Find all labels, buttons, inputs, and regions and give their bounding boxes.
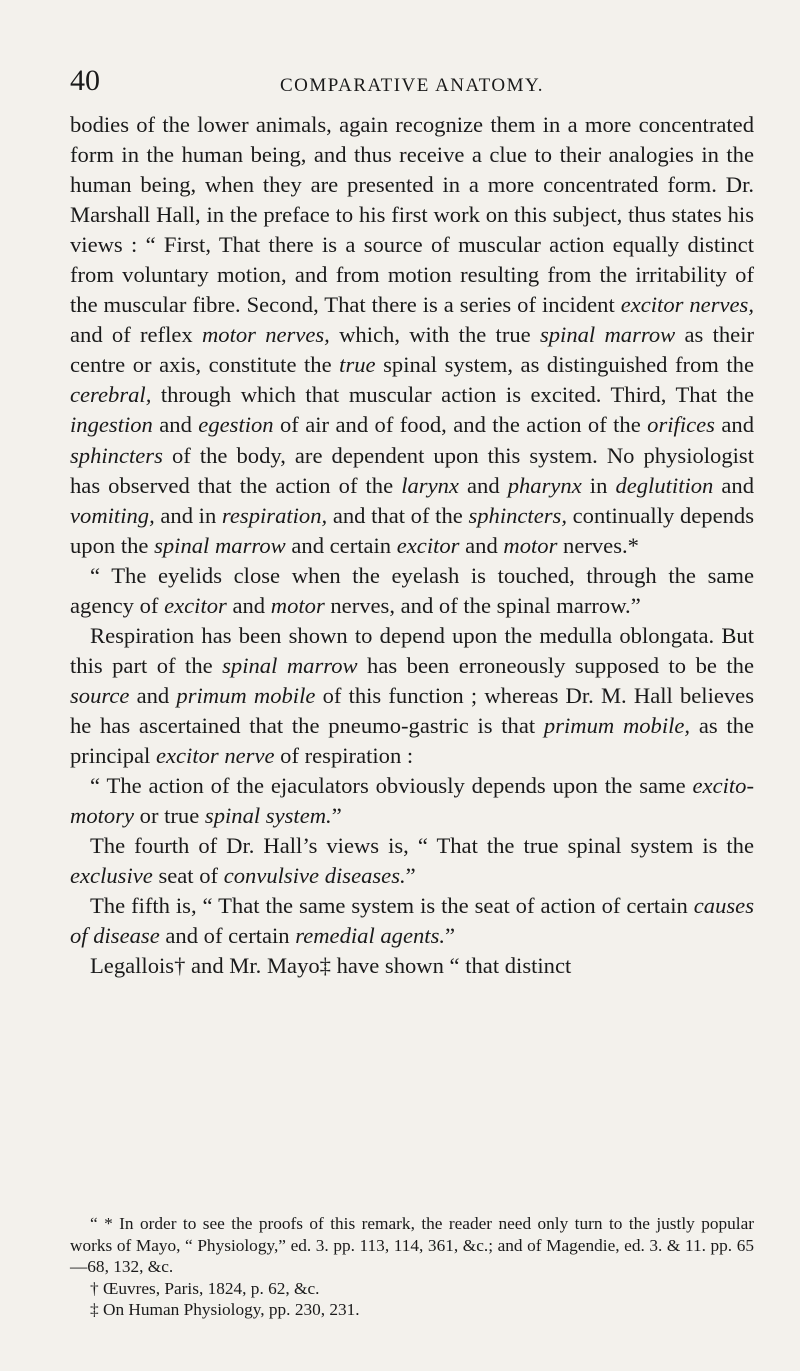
text-run: and of reflex — [70, 322, 202, 348]
italic-text: vomiting, — [70, 502, 155, 528]
italic-text: excitor nerves, — [620, 292, 754, 318]
text-run: of this function ; whereas Dr. M. Hall believes he has ascertained that the pneumo-gastric is that — [70, 682, 754, 738]
text-run: and — [713, 472, 755, 498]
paragraph — [70, 951, 754, 981]
italic-text: respiration, — [221, 502, 328, 528]
page-header — [70, 66, 750, 106]
text-run: of air and of food, and the action of the — [273, 412, 648, 438]
text-run: in — [581, 472, 616, 498]
italic-text: sphincters, — [468, 502, 567, 528]
italic-text: deglutition — [615, 472, 714, 498]
text-run: The fourth of Dr. Hall’s views is, “ That the true spinal system is the — [90, 833, 754, 859]
italic-text: excitor — [396, 532, 460, 558]
text-run: ” — [445, 923, 456, 949]
text-run: of the body, are dependent upon this system. No physiologist has observed that the action of the — [70, 442, 754, 498]
text-run: ” — [405, 863, 416, 889]
italic-text: larynx — [401, 472, 459, 498]
text-run: continually depends upon the — [70, 502, 754, 558]
paragraph — [70, 891, 754, 951]
italic-text: remedial agents. — [295, 923, 446, 949]
text-run: and — [129, 682, 177, 708]
italic-text: excito-motory — [70, 773, 754, 829]
italic-text: primum mobile, — [543, 712, 691, 738]
text-run: Legallois† and Mr. Mayo‡ have shown “ that distinct — [90, 953, 572, 979]
italic-text: sphincters — [70, 442, 163, 468]
text-run: The fifth is, “ That the same system is the seat of action of certain — [90, 893, 694, 919]
text-run: and — [459, 532, 504, 558]
italic-text: motor nerves, — [201, 322, 330, 348]
italic-text: excitor nerve — [155, 742, 275, 768]
text-run: or true — [134, 803, 205, 829]
text-run: as the principal — [70, 712, 754, 768]
text-run: and that of the — [327, 502, 469, 528]
text-run: nerves.* — [557, 532, 639, 558]
text-run: ” — [331, 803, 342, 829]
italic-text: spinal marrow — [154, 532, 286, 558]
running-head: COMPARATIVE ANATOMY. — [280, 75, 545, 96]
paragraph — [70, 771, 754, 831]
text-run: and in — [154, 502, 222, 528]
footnote: ‡ On Human Physiology, pp. 230, 231. — [90, 1300, 360, 1319]
italic-text: excitor — [164, 592, 227, 618]
italic-text: ingestion — [70, 412, 153, 438]
text-run: seat of — [152, 863, 224, 889]
italic-text: pharynx — [507, 472, 582, 498]
italic-text: motor — [270, 592, 325, 618]
text-run: as their centre or axis, constitute the — [70, 322, 754, 378]
text-run: and — [226, 592, 271, 618]
text-run: of respiration : — [274, 742, 414, 768]
italic-text: true — [339, 352, 376, 378]
text-run: Respiration has been shown to depend upon the medulla oblongata. But this part of the — [70, 622, 754, 678]
italic-text: exclusive — [70, 863, 153, 889]
text-run: and — [458, 472, 508, 498]
text-run: and of certain — [159, 923, 296, 949]
footnote: “ * In order to see the proofs of this remark, the reader need only turn to the justly popular works of Mayo, “ Physiology,” ed. 3. pp. 113, 114, 361, &c.; and of Magendie, ed. 3. & 11. pp. 65—68, 132, &c. — [70, 1214, 754, 1276]
text-run: and certain — [285, 532, 397, 558]
italic-text: spinal marrow — [539, 322, 676, 348]
italic-text: cerebral, — [70, 382, 152, 408]
text-run: has been erroneously supposed to be the — [357, 652, 754, 678]
italic-text: primum mobile — [176, 682, 316, 708]
text-run: through which that muscular action is excited. Third, That the — [151, 382, 754, 408]
footnotes — [70, 1213, 754, 1321]
paragraph — [70, 621, 754, 771]
italic-text: source — [70, 682, 130, 708]
italic-text: spinal marrow — [222, 652, 358, 678]
paragraph — [70, 831, 754, 891]
footnote: † Œuvres, Paris, 1824, p. 62, &c. — [90, 1278, 320, 1298]
page-number: 40 — [70, 64, 100, 97]
paragraph — [70, 110, 754, 561]
italic-text: motor — [503, 532, 558, 558]
paragraph — [70, 561, 754, 621]
text-run: “ The action of the ejaculators obviously depends upon the same — [90, 773, 693, 799]
text-run: and — [714, 412, 754, 438]
text-run: which, with the true — [329, 322, 540, 348]
italic-text: spinal system. — [204, 803, 332, 829]
text-run: bodies of the lower animals, again recognize them in a more concentrated form in the human being, and thus receive a clue to their analogies in the human being, when they are presented in a more concentrated form. Dr. Marshall Hall, in the preface to his first work on this subject, thus states his views : “ First, That there is a source of muscular action equally distinct from voluntary motion, and from motion resulting from the irritability of the muscular fibre. Second, That there is a series of incident — [70, 112, 754, 318]
italic-text: egestion — [198, 412, 274, 438]
body-text — [70, 110, 754, 981]
text-run: nerves, and of the spinal marrow.” — [324, 592, 641, 618]
text-run: spinal system, as distinguished from the — [375, 352, 754, 378]
italic-text: causes of disease — [70, 893, 754, 949]
italic-text: convulsive diseases. — [223, 863, 406, 889]
text-run: and — [152, 412, 199, 438]
text-run: “ The eyelids close when the eyelash is touched, through the same agency of — [70, 562, 754, 618]
italic-text: orifices — [647, 412, 715, 438]
